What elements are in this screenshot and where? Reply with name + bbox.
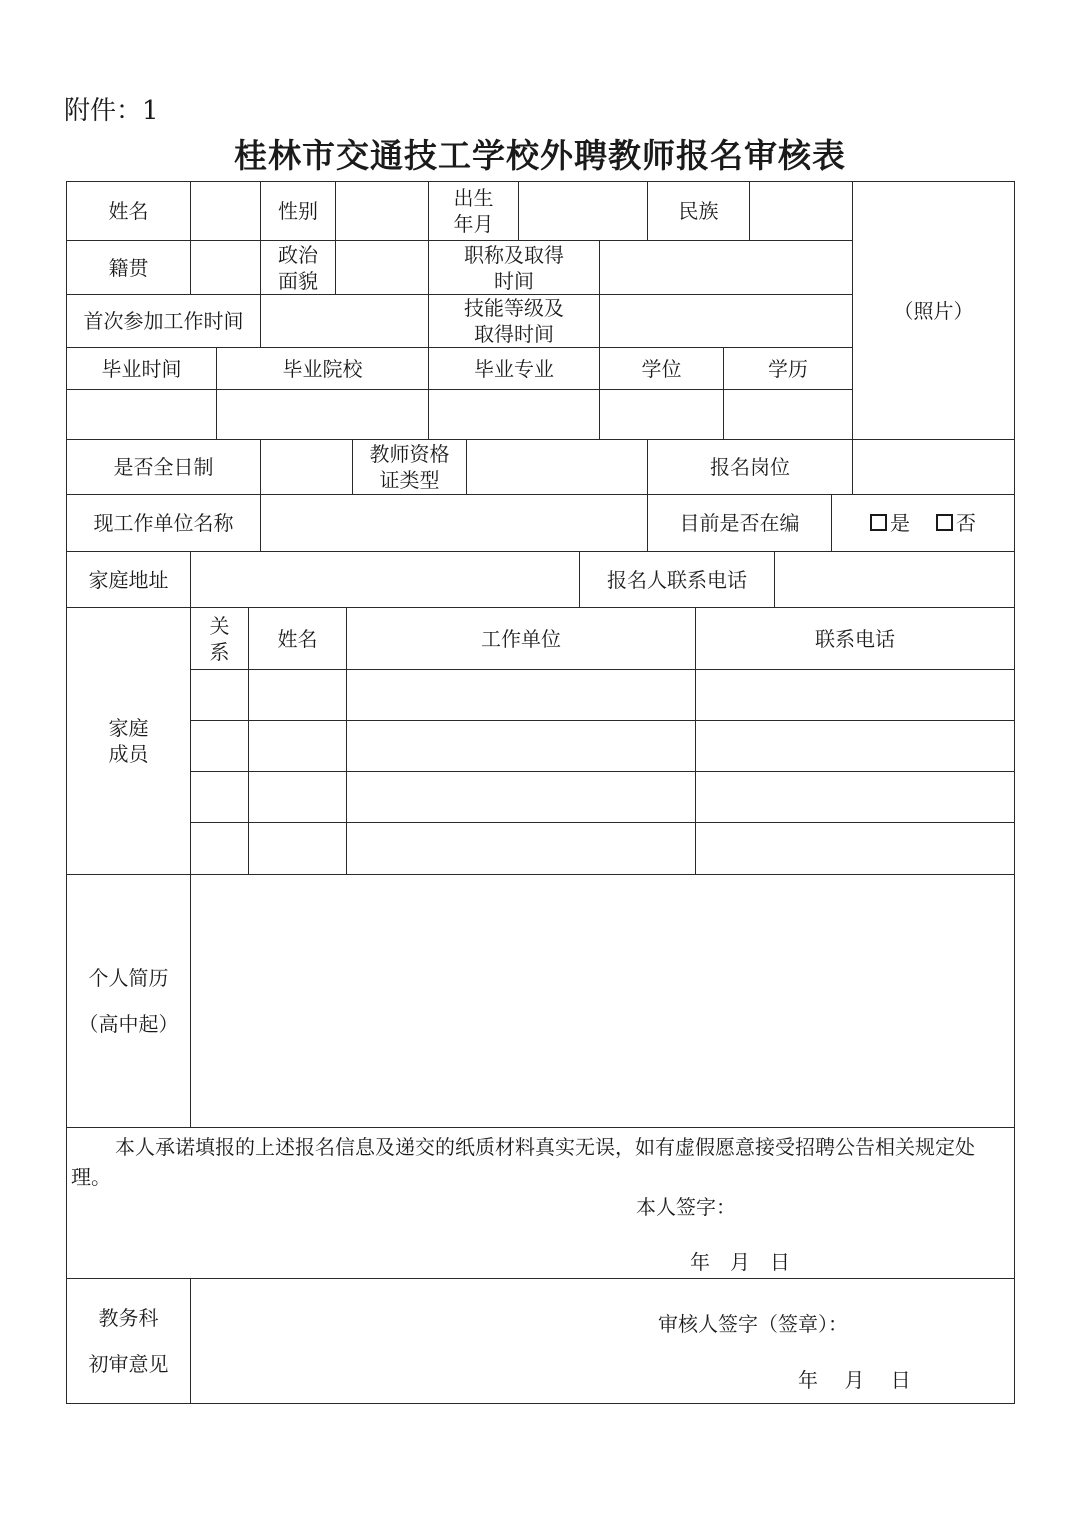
header-family-name: 姓名 xyxy=(248,607,347,670)
label-grad-school: 毕业院校 xyxy=(216,347,429,390)
label-apply-post: 报名岗位 xyxy=(647,439,853,495)
field-first-work-time[interactable] xyxy=(260,294,429,348)
family-row-2-name[interactable] xyxy=(248,720,347,772)
label-degree: 学位 xyxy=(599,347,724,390)
pledge-text: 本人承诺填报的上述报名信息及递交的纸质材料真实无误，如有虚假愿意接受招聘公告相关规定处理。 xyxy=(71,1135,975,1189)
family-row-3-work-unit[interactable] xyxy=(346,771,696,823)
label-grad-time: 毕业时间 xyxy=(66,347,217,390)
label-resume: 个人简历 （高中起） xyxy=(66,874,191,1128)
family-row-4-work-unit[interactable] xyxy=(346,822,696,875)
field-resume[interactable] xyxy=(190,874,1015,1128)
on-staff-yes[interactable]: 是 xyxy=(870,510,910,536)
signature-date: 年 月 日 xyxy=(690,1250,790,1274)
family-row-3-relation[interactable] xyxy=(190,771,249,823)
label-family-members: 家庭 成员 xyxy=(66,607,191,875)
on-staff-no[interactable]: 否 xyxy=(936,510,976,536)
label-education: 学历 xyxy=(723,347,853,390)
family-row-4-name[interactable] xyxy=(248,822,347,875)
field-grad-major[interactable] xyxy=(428,389,600,440)
field-cert-type[interactable] xyxy=(466,439,648,495)
label-cert-type: 教师资格 证类型 xyxy=(352,439,467,495)
header-contact-phone: 联系电话 xyxy=(695,607,1015,670)
attachment-label: 附件：1 xyxy=(64,96,159,126)
family-row-3-phone[interactable] xyxy=(695,771,1015,823)
field-home-address[interactable] xyxy=(190,551,580,608)
label-title-time: 职称及取得 时间 xyxy=(428,240,600,295)
family-row-1-relation[interactable] xyxy=(190,669,249,721)
label-birth: 出生 年月 xyxy=(428,181,519,241)
label-applicant-phone: 报名人联系电话 xyxy=(579,551,775,608)
field-education[interactable] xyxy=(723,389,853,440)
field-title-time[interactable] xyxy=(599,240,853,295)
family-row-4-phone[interactable] xyxy=(695,822,1015,875)
family-row-1-name[interactable] xyxy=(248,669,347,721)
field-birth[interactable] xyxy=(518,181,648,241)
reviewer-signature-label: 审核人签字（签章）： xyxy=(658,1312,848,1336)
header-relation: 关 系 xyxy=(190,607,249,670)
field-full-time[interactable] xyxy=(260,439,353,495)
photo-box[interactable]: （照片） xyxy=(852,181,1015,440)
family-row-1-work-unit[interactable] xyxy=(346,669,696,721)
label-political: 政治 面貌 xyxy=(260,240,336,295)
checkbox-no-icon[interactable] xyxy=(936,514,953,531)
label-name: 姓名 xyxy=(66,181,191,241)
signature-label: 本人签字： xyxy=(636,1195,736,1219)
field-name[interactable] xyxy=(190,181,261,241)
field-political[interactable] xyxy=(335,240,429,295)
field-grad-school[interactable] xyxy=(216,389,429,440)
label-on-staff: 目前是否在编 xyxy=(647,494,832,552)
family-row-2-relation[interactable] xyxy=(190,720,249,772)
label-current-employer: 现工作单位名称 xyxy=(66,494,261,552)
field-applicant-phone[interactable] xyxy=(774,551,1015,608)
field-gender[interactable] xyxy=(335,181,429,241)
label-review: 教务科 初审意见 xyxy=(66,1278,191,1404)
field-current-employer[interactable] xyxy=(260,494,648,552)
family-row-3-name[interactable] xyxy=(248,771,347,823)
form-title: 桂林市交通技工学校外聘教师报名审核表 xyxy=(234,136,846,175)
field-skill-level[interactable] xyxy=(599,294,853,348)
field-apply-post[interactable] xyxy=(852,439,1015,495)
on-staff-options xyxy=(831,494,1015,552)
checkbox-yes-icon[interactable] xyxy=(870,514,887,531)
label-full-time: 是否全日制 xyxy=(66,439,261,495)
family-row-4-relation[interactable] xyxy=(190,822,249,875)
family-row-1-phone[interactable] xyxy=(695,669,1015,721)
label-ethnicity: 民族 xyxy=(647,181,750,241)
header-work-unit: 工作单位 xyxy=(346,607,696,670)
label-skill-level: 技能等级及 取得时间 xyxy=(428,294,600,348)
label-grad-major: 毕业专业 xyxy=(428,347,600,390)
label-home-address: 家庭地址 xyxy=(66,551,191,608)
review-date: 年 月 日 xyxy=(798,1368,911,1392)
field-native-place[interactable] xyxy=(190,240,261,295)
pledge-section xyxy=(66,1127,1015,1279)
label-native-place: 籍贯 xyxy=(66,240,191,295)
field-degree[interactable] xyxy=(599,389,724,440)
field-ethnicity[interactable] xyxy=(749,181,853,241)
family-row-2-work-unit[interactable] xyxy=(346,720,696,772)
label-first-work-time: 首次参加工作时间 xyxy=(66,294,261,348)
label-gender: 性别 xyxy=(260,181,336,241)
field-grad-time[interactable] xyxy=(66,389,217,440)
family-row-2-phone[interactable] xyxy=(695,720,1015,772)
